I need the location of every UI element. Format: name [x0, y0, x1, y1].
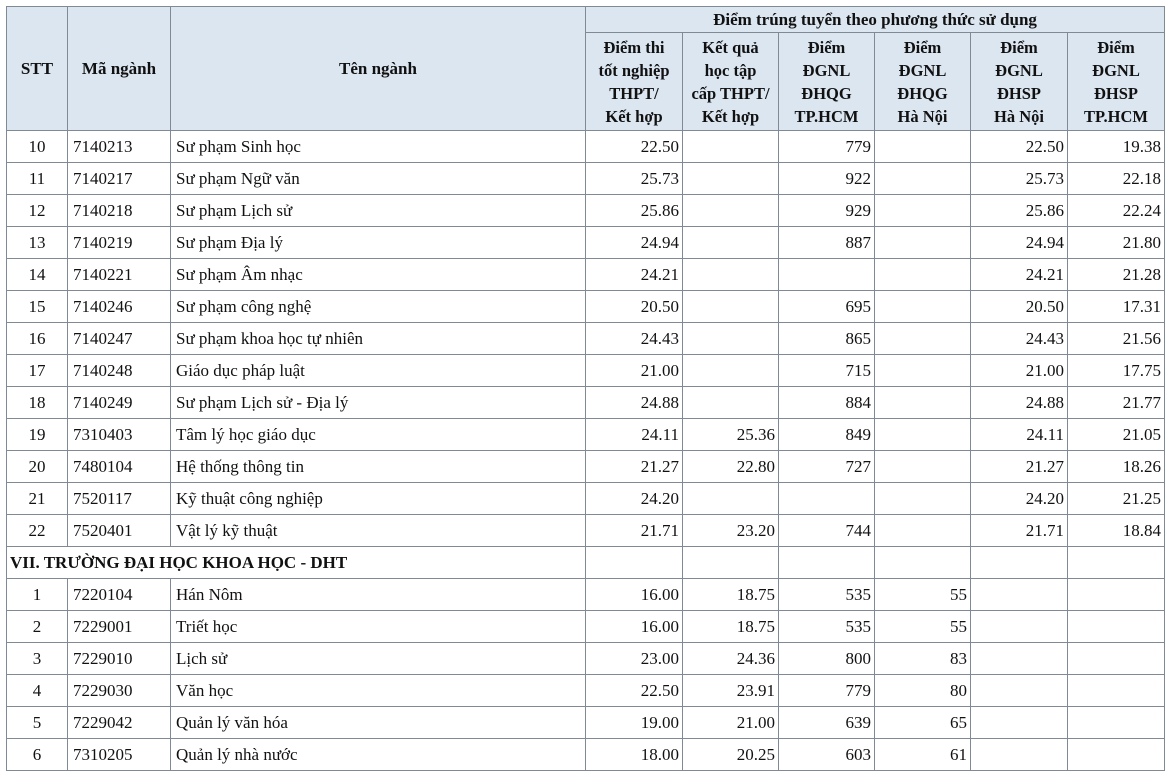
method-header-hoc-ba: Kết quả học tập cấp THPT/ Kết hợp: [683, 33, 779, 131]
table-row: [7, 483, 1165, 515]
section-title: VII. TRƯỜNG ĐẠI HỌC KHOA HỌC - DHT: [7, 547, 586, 579]
score-cell: 21.56: [1068, 323, 1165, 355]
score-cell: [875, 195, 971, 227]
stt-cell: 1: [7, 579, 68, 611]
score-cell: 20.50: [971, 291, 1068, 323]
major-code-cell: 7140217: [68, 163, 171, 195]
major-name-cell: Sư phạm công nghệ: [171, 291, 586, 323]
score-cell: 25.86: [971, 195, 1068, 227]
score-cell: 24.20: [971, 483, 1068, 515]
major-name-cell: Hệ thống thông tin: [171, 451, 586, 483]
score-cell: 865: [779, 323, 875, 355]
score-cell: 21.00: [586, 355, 683, 387]
table-row: [7, 131, 1165, 163]
score-cell: [971, 675, 1068, 707]
major-name-cell: Hán Nôm: [171, 579, 586, 611]
score-cell: 779: [779, 131, 875, 163]
score-cell: [875, 163, 971, 195]
score-cell: 21.80: [1068, 227, 1165, 259]
score-cell: [875, 451, 971, 483]
empty-cell: [1068, 547, 1165, 579]
method-header-dgnl-hanoi: Điểm ĐGNL ĐHQG Hà Nội: [875, 33, 971, 131]
score-cell: 22.80: [683, 451, 779, 483]
stt-cell: 11: [7, 163, 68, 195]
score-cell: 23.91: [683, 675, 779, 707]
score-cell: 21.27: [971, 451, 1068, 483]
score-cell: 727: [779, 451, 875, 483]
major-name-cell: Lịch sử: [171, 643, 586, 675]
score-cell: 922: [779, 163, 875, 195]
score-cell: 744: [779, 515, 875, 547]
table-row: [7, 515, 1165, 547]
score-cell: [875, 419, 971, 451]
major-code-cell: 7140221: [68, 259, 171, 291]
score-cell: 80: [875, 675, 971, 707]
score-cell: 603: [779, 739, 875, 771]
score-cell: [683, 163, 779, 195]
major-name-cell: Sư phạm Lịch sử - Địa lý: [171, 387, 586, 419]
table-row: [7, 611, 1165, 643]
table-row: [7, 451, 1165, 483]
score-cell: [683, 483, 779, 515]
section-row: [7, 547, 1165, 579]
score-cell: [779, 483, 875, 515]
score-cell: 21.27: [586, 451, 683, 483]
score-cell: 22.18: [1068, 163, 1165, 195]
major-name-header: Tên ngành: [171, 7, 586, 131]
stt-header: STT: [7, 7, 68, 131]
major-code-cell: 7229010: [68, 643, 171, 675]
score-cell: [1068, 739, 1165, 771]
score-cell: 18.26: [1068, 451, 1165, 483]
score-cell: [1068, 707, 1165, 739]
major-code-cell: 7229042: [68, 707, 171, 739]
score-cell: 23.20: [683, 515, 779, 547]
score-cell: 20.25: [683, 739, 779, 771]
major-code-cell: 7480104: [68, 451, 171, 483]
major-code-cell: 7229030: [68, 675, 171, 707]
major-code-cell: 7310205: [68, 739, 171, 771]
score-cell: 24.21: [971, 259, 1068, 291]
score-cell: [779, 259, 875, 291]
score-cell: 22.24: [1068, 195, 1165, 227]
score-cell: [875, 323, 971, 355]
score-cell: 24.36: [683, 643, 779, 675]
major-code-cell: 7140248: [68, 355, 171, 387]
score-cell: 22.50: [971, 131, 1068, 163]
stt-cell: 13: [7, 227, 68, 259]
score-cell: [683, 387, 779, 419]
major-code-cell: 7140218: [68, 195, 171, 227]
score-cell: [683, 355, 779, 387]
empty-cell: [779, 547, 875, 579]
score-cell: 55: [875, 579, 971, 611]
score-cell: 25.36: [683, 419, 779, 451]
stt-cell: 21: [7, 483, 68, 515]
major-name-cell: Quản lý văn hóa: [171, 707, 586, 739]
table-row: [7, 291, 1165, 323]
score-cell: 65: [875, 707, 971, 739]
score-cell: [683, 323, 779, 355]
score-cell: 19.00: [586, 707, 683, 739]
score-cell: 24.20: [586, 483, 683, 515]
stt-cell: 10: [7, 131, 68, 163]
stt-cell: 22: [7, 515, 68, 547]
major-name-cell: Quản lý nhà nước: [171, 739, 586, 771]
table-row: [7, 419, 1165, 451]
score-cell: 20.50: [586, 291, 683, 323]
score-cell: 849: [779, 419, 875, 451]
stt-cell: 16: [7, 323, 68, 355]
score-cell: 22.50: [586, 131, 683, 163]
score-cell: [875, 387, 971, 419]
score-cell: 21.71: [586, 515, 683, 547]
stt-cell: 14: [7, 259, 68, 291]
score-cell: [683, 291, 779, 323]
score-cell: [875, 483, 971, 515]
score-cell: 18.75: [683, 579, 779, 611]
score-cell: 25.73: [586, 163, 683, 195]
score-cell: 21.28: [1068, 259, 1165, 291]
table-row: [7, 355, 1165, 387]
score-cell: [683, 259, 779, 291]
stt-cell: 6: [7, 739, 68, 771]
score-cell: 55: [875, 611, 971, 643]
method-header-dhsp-hanoi: Điểm ĐGNL ĐHSP Hà Nội: [971, 33, 1068, 131]
major-name-cell: Vật lý kỹ thuật: [171, 515, 586, 547]
major-code-cell: 7140247: [68, 323, 171, 355]
score-cell: [683, 195, 779, 227]
score-cell: 21.71: [971, 515, 1068, 547]
table-row: [7, 707, 1165, 739]
score-cell: [875, 259, 971, 291]
score-cell: 21.05: [1068, 419, 1165, 451]
score-cell: [683, 227, 779, 259]
score-cell: 16.00: [586, 611, 683, 643]
score-cell: 24.88: [971, 387, 1068, 419]
score-cell: 22.50: [586, 675, 683, 707]
stt-cell: 19: [7, 419, 68, 451]
score-cell: 24.94: [586, 227, 683, 259]
table-row: [7, 259, 1165, 291]
major-code-cell: 7520117: [68, 483, 171, 515]
score-cell: 61: [875, 739, 971, 771]
score-cell: 16.00: [586, 579, 683, 611]
table-row: [7, 675, 1165, 707]
major-code-cell: 7310403: [68, 419, 171, 451]
score-cell: [1068, 611, 1165, 643]
major-code-cell: 7520401: [68, 515, 171, 547]
table-row: [7, 739, 1165, 771]
score-cell: 17.31: [1068, 291, 1165, 323]
score-cell: 24.21: [586, 259, 683, 291]
score-cell: 25.86: [586, 195, 683, 227]
score-cell: 83: [875, 643, 971, 675]
score-cell: 535: [779, 579, 875, 611]
major-name-cell: Sư phạm Sinh học: [171, 131, 586, 163]
score-cell: 18.75: [683, 611, 779, 643]
score-cell: 884: [779, 387, 875, 419]
score-cell: 887: [779, 227, 875, 259]
score-cell: 535: [779, 611, 875, 643]
score-cell: [875, 227, 971, 259]
table-row: [7, 323, 1165, 355]
stt-cell: 17: [7, 355, 68, 387]
score-cell: 24.43: [586, 323, 683, 355]
score-cell: [1068, 579, 1165, 611]
score-cell: 23.00: [586, 643, 683, 675]
stt-cell: 5: [7, 707, 68, 739]
admission-scores-table: [6, 6, 1165, 771]
major-code-cell: 7220104: [68, 579, 171, 611]
major-code-cell: 7229001: [68, 611, 171, 643]
score-cell: 779: [779, 675, 875, 707]
score-cell: [1068, 675, 1165, 707]
empty-cell: [875, 547, 971, 579]
code-header: Mã ngành: [68, 7, 171, 131]
score-cell: [971, 579, 1068, 611]
table-row: [7, 579, 1165, 611]
stt-cell: 12: [7, 195, 68, 227]
score-cell: [875, 291, 971, 323]
score-cell: 18.84: [1068, 515, 1165, 547]
score-cell: [875, 131, 971, 163]
major-name-cell: Sư phạm Địa lý: [171, 227, 586, 259]
score-cell: 18.00: [586, 739, 683, 771]
score-cell: 24.94: [971, 227, 1068, 259]
score-cell: 639: [779, 707, 875, 739]
score-cell: 19.38: [1068, 131, 1165, 163]
table-row: [7, 643, 1165, 675]
method-header-thpt: Điểm thi tốt nghiệp THPT/ Kết hợp: [586, 33, 683, 131]
score-cell: 24.11: [586, 419, 683, 451]
empty-cell: [683, 547, 779, 579]
major-code-cell: 7140213: [68, 131, 171, 163]
major-name-cell: Sư phạm khoa học tự nhiên: [171, 323, 586, 355]
score-cell: 929: [779, 195, 875, 227]
score-cell: [1068, 643, 1165, 675]
major-name-cell: Văn học: [171, 675, 586, 707]
score-cell: 17.75: [1068, 355, 1165, 387]
score-cell: 24.11: [971, 419, 1068, 451]
table-row: [7, 227, 1165, 259]
admission-method-group-header: Điểm trúng tuyển theo phương thức sử dụng: [586, 7, 1165, 33]
table-row: [7, 387, 1165, 419]
major-name-cell: Sư phạm Âm nhạc: [171, 259, 586, 291]
major-code-cell: 7140249: [68, 387, 171, 419]
stt-cell: 4: [7, 675, 68, 707]
stt-cell: 2: [7, 611, 68, 643]
major-name-cell: Sư phạm Lịch sử: [171, 195, 586, 227]
empty-cell: [586, 547, 683, 579]
score-cell: [875, 355, 971, 387]
major-name-cell: Tâm lý học giáo dục: [171, 419, 586, 451]
table-body: [7, 131, 1165, 771]
table-row: [7, 163, 1165, 195]
score-cell: 25.73: [971, 163, 1068, 195]
score-cell: [971, 707, 1068, 739]
stt-cell: 20: [7, 451, 68, 483]
score-cell: 21.00: [971, 355, 1068, 387]
score-cell: 24.43: [971, 323, 1068, 355]
major-name-cell: Giáo dục pháp luật: [171, 355, 586, 387]
empty-cell: [971, 547, 1068, 579]
score-cell: 21.25: [1068, 483, 1165, 515]
stt-cell: 3: [7, 643, 68, 675]
score-cell: [971, 739, 1068, 771]
score-cell: [875, 515, 971, 547]
score-cell: [971, 643, 1068, 675]
table-row: [7, 195, 1165, 227]
score-cell: 715: [779, 355, 875, 387]
score-cell: 24.88: [586, 387, 683, 419]
method-header-dgnl-hcm: Điểm ĐGNL ĐHQG TP.HCM: [779, 33, 875, 131]
major-code-cell: 7140219: [68, 227, 171, 259]
method-header-dhsp-hcm: Điểm ĐGNL ĐHSP TP.HCM: [1068, 33, 1165, 131]
major-name-cell: Kỹ thuật công nghiệp: [171, 483, 586, 515]
score-cell: 800: [779, 643, 875, 675]
score-cell: 21.00: [683, 707, 779, 739]
major-name-cell: Triết học: [171, 611, 586, 643]
stt-cell: 15: [7, 291, 68, 323]
score-cell: 695: [779, 291, 875, 323]
score-cell: [971, 611, 1068, 643]
stt-cell: 18: [7, 387, 68, 419]
score-cell: 21.77: [1068, 387, 1165, 419]
score-cell: [683, 131, 779, 163]
major-code-cell: 7140246: [68, 291, 171, 323]
major-name-cell: Sư phạm Ngữ văn: [171, 163, 586, 195]
